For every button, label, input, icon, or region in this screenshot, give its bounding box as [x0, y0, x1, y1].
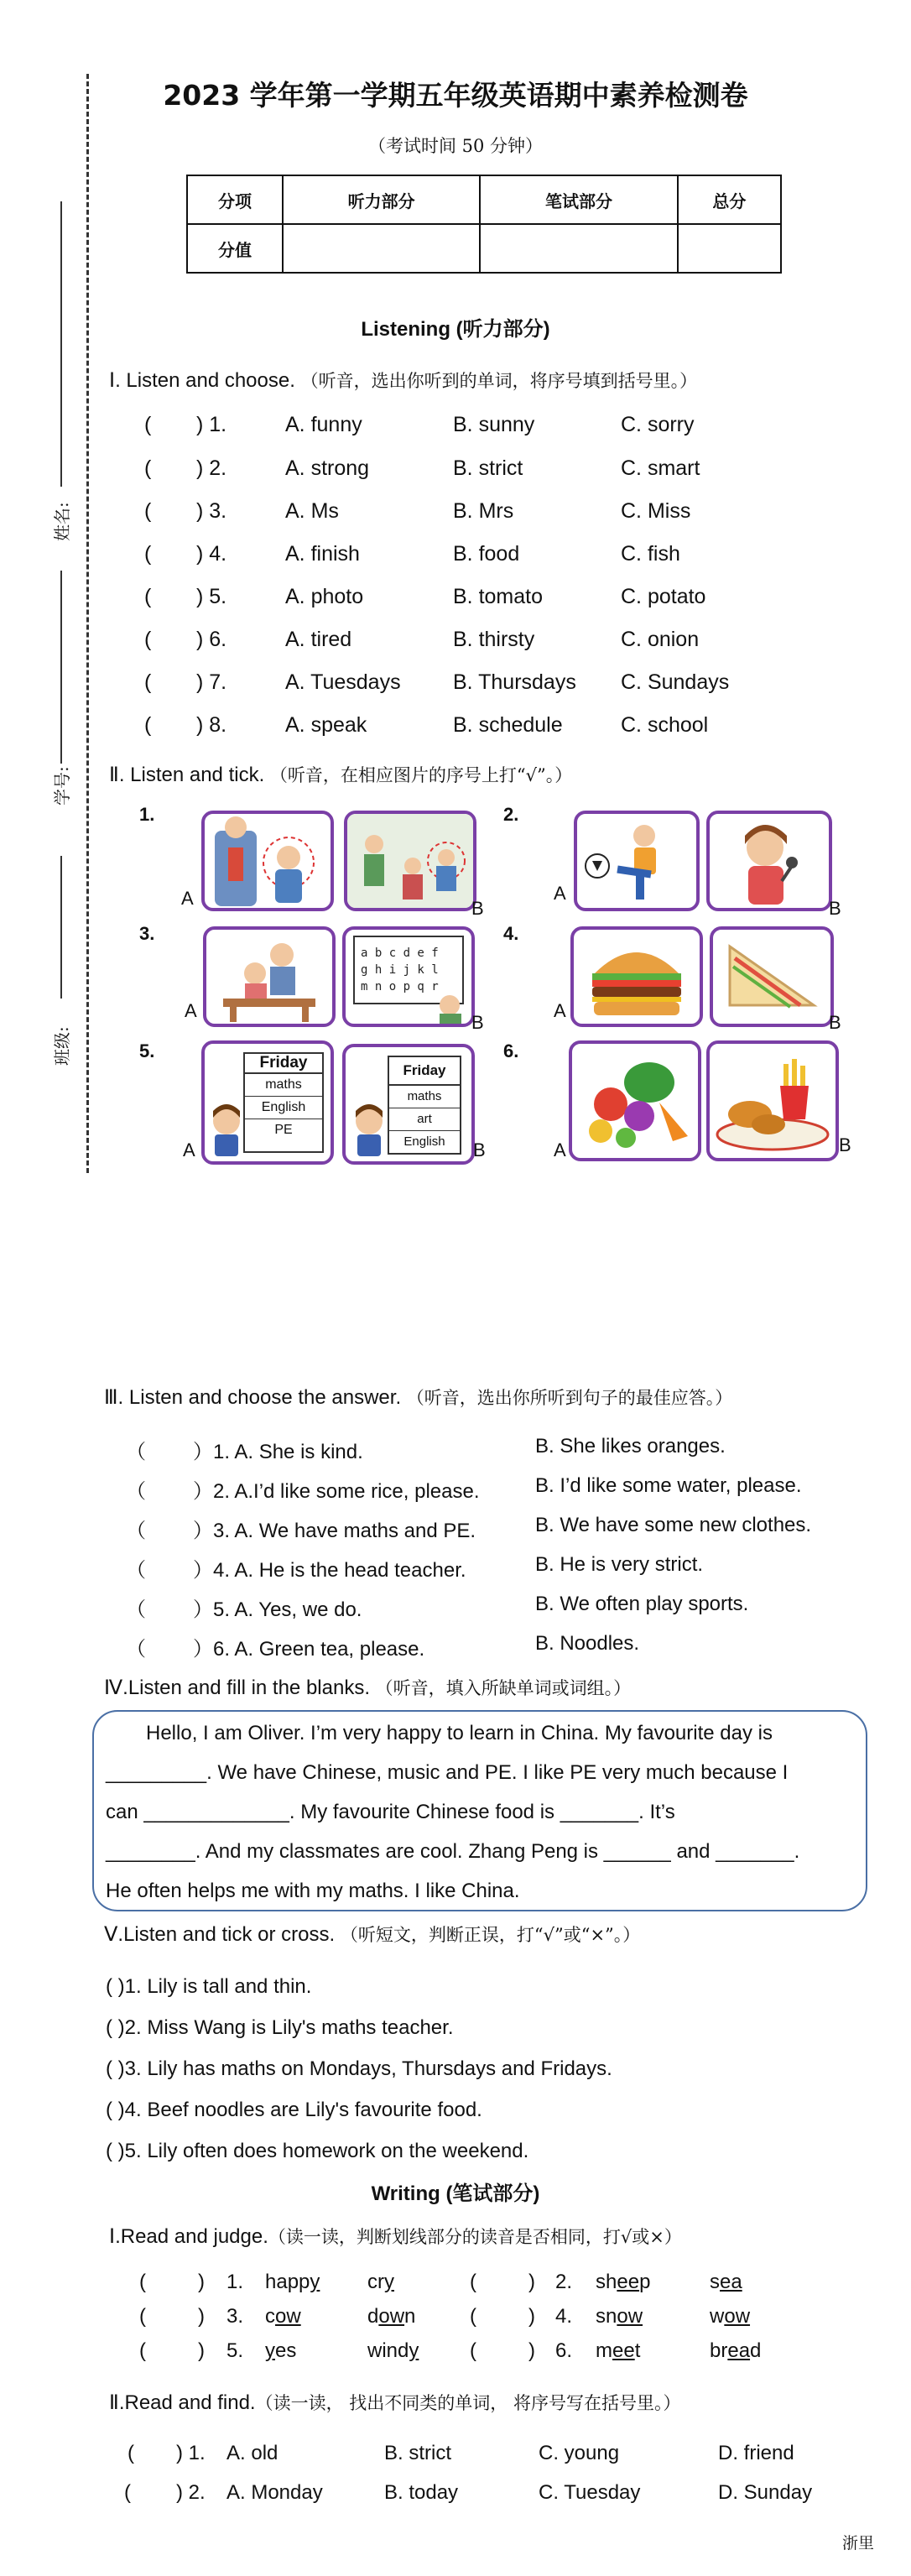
id-label: 学号: [52, 766, 72, 806]
answer-paren[interactable]: ( [139, 2305, 146, 2328]
answer-paren[interactable]: ( [470, 2305, 476, 2328]
listening-heading: Listening (听力部分) [361, 318, 550, 341]
q3-number: 3. [139, 923, 155, 944]
schedule-day: Friday [245, 1054, 322, 1074]
fries-chicken-image [710, 1044, 836, 1158]
schedule-subject: maths [245, 1074, 322, 1097]
boy-football-image [577, 814, 696, 908]
boy-icon [206, 1103, 248, 1158]
passage-line[interactable]: can _____________. My favourite Chinese food is _______. It’s [106, 1801, 675, 1823]
answer-paren[interactable]: ( [144, 499, 152, 523]
sec2-title: Ⅱ. Listen and tick. （听音，在相应图片的序号上打“√”。） [109, 764, 573, 786]
q4-label-b[interactable]: B [829, 1012, 841, 1033]
answer-paren[interactable]: ( [139, 2271, 146, 2293]
svg-text:m n o p q r: m n o p q r [361, 980, 439, 993]
score-table [186, 175, 782, 274]
judge-item[interactable]: ( )5. Lily often does homework on the weekend. [106, 2140, 529, 2162]
q4-label-a[interactable]: A [554, 1000, 566, 1021]
passage-line: He often helps me with my maths. I like China. [106, 1880, 520, 1902]
class-write-line [60, 856, 62, 999]
q5-picture-a[interactable] [201, 1040, 334, 1165]
answer-paren[interactable]: （ [126, 1638, 146, 1661]
id-write-line [60, 571, 62, 764]
name-write-line [60, 201, 62, 487]
sec1-title: Ⅰ. Listen and choose. （听音，选出你听到的单词，将序号填到括号里。） [109, 369, 698, 392]
schedule-subject: maths [389, 1086, 460, 1108]
q6-label-a[interactable]: A [554, 1139, 566, 1160]
schedule-card-a [243, 1052, 324, 1153]
teacher-student-image [205, 814, 331, 908]
answer-paren[interactable]: （ [126, 1520, 146, 1542]
footer-watermark: 浙里 [841, 2534, 874, 2553]
svg-text:g h i j k l: g h i j k l [361, 963, 439, 977]
answer-paren[interactable]: ( [139, 2339, 146, 2362]
q5-label-a[interactable]: A [183, 1139, 195, 1160]
q4-number: 4. [503, 923, 519, 944]
answer-paren[interactable]: ( [470, 2339, 476, 2362]
svg-text:a b c d e f: a b c d e f [361, 946, 439, 960]
q2-label-a[interactable]: A [554, 883, 566, 904]
answer-paren[interactable]: ( [144, 542, 152, 566]
q3-label-a[interactable]: A [185, 1000, 197, 1021]
q3-picture-b[interactable] [342, 926, 475, 1027]
passage-line[interactable]: ________. And my classmates are cool. Zhang Peng is ______ and _______. [106, 1840, 800, 1863]
q4-picture-a[interactable] [570, 926, 703, 1027]
q2-picture-b[interactable] [706, 811, 832, 911]
judge-item[interactable]: ( )4. Beef noodles are Lily's favourite food. [106, 2099, 482, 2121]
q4-picture-b[interactable] [710, 926, 834, 1027]
q6-picture-a[interactable] [569, 1040, 701, 1161]
schedule-subject: English [245, 1097, 322, 1119]
judge-item[interactable]: ( )3. Lily has maths on Mondays, Thursdays and Fridays. [106, 2057, 612, 2080]
schedule-card-b [388, 1056, 461, 1155]
q3-picture-a[interactable] [203, 926, 336, 1027]
passage-line[interactable]: _________. We have Chinese, music and PE. I like PE very much because I [106, 1761, 789, 1784]
q1-label-b[interactable]: B [471, 898, 484, 919]
score-header-writing: 笔试部分 [480, 175, 677, 224]
q6-number: 6. [503, 1040, 519, 1061]
alphabet-board-image [346, 930, 471, 1024]
binding-dashed-line [86, 74, 89, 1173]
hamburger-image [574, 930, 700, 1024]
schedule-subject: PE [274, 1123, 293, 1137]
q5-picture-b[interactable] [342, 1044, 475, 1165]
answer-paren[interactable]: ( [144, 628, 152, 651]
score-header-total: 总分 [678, 175, 781, 224]
score-cell-listening[interactable] [283, 224, 480, 273]
answer-paren[interactable]: （ [126, 1598, 146, 1621]
sec3-title: Ⅲ. Listen and choose the answer. （听音，选出你所听到句子的最佳应答。） [104, 1386, 733, 1409]
schedule-subject: art [389, 1108, 460, 1131]
q1-number: 1. [139, 804, 155, 825]
boy-icon [349, 1103, 391, 1158]
sec5-title: Ⅴ.Listen and tick or cross. （听短文，判断正误，打“√”或“×”。） [104, 1923, 641, 1946]
q1-label-a[interactable]: A [181, 888, 194, 909]
score-header-item: 分项 [187, 175, 283, 224]
answer-paren[interactable]: ( [470, 2271, 476, 2293]
schedule-day: Friday [389, 1057, 460, 1086]
class-label: 班级: [52, 1026, 72, 1066]
score-row-label: 分值 [187, 224, 283, 273]
q2-number: 2. [503, 804, 519, 825]
score-cell-total[interactable] [678, 224, 781, 273]
answer-paren[interactable]: （ [126, 1480, 146, 1503]
schedule-subject: English [403, 1134, 445, 1149]
q2-picture-a[interactable] [574, 811, 700, 911]
answer-paren[interactable]: ( [144, 585, 152, 608]
q1-picture-b[interactable] [344, 811, 476, 911]
answer-paren[interactable]: （ [126, 1559, 146, 1582]
q5-number: 5. [139, 1040, 155, 1061]
homework-image [206, 930, 332, 1024]
score-cell-writing[interactable] [480, 224, 677, 273]
w1-title: Ⅰ.Read and judge.（读一读，判断划线部分的读音是否相同，打√或×） [109, 2225, 682, 2248]
classroom-image [347, 814, 473, 908]
name-label: 姓名: [52, 502, 72, 541]
q6-picture-b[interactable] [706, 1040, 839, 1161]
q6-label-b[interactable]: B [839, 1134, 851, 1155]
page-title: 2023 学年第一学期五年级英语期中素养检测卷 [163, 79, 748, 112]
answer-paren[interactable]: ( [144, 456, 152, 480]
passage-line[interactable]: Hello, I am Oliver. I’m very happy to learn in China. My favourite day is [146, 1722, 773, 1744]
answer-paren[interactable]: ( [128, 2442, 134, 2464]
answer-paren[interactable]: ( [144, 713, 152, 737]
sec4-title: Ⅳ.Listen and fill in the blanks. （听音，填入所缺单词或词组。） [104, 1676, 632, 1699]
answer-paren[interactable]: （ [126, 1441, 146, 1463]
girl-singing-image [710, 814, 829, 908]
sandwich-image [713, 930, 830, 1024]
vegetables-image [572, 1044, 698, 1158]
exam-time: （考试时间 50 分钟） [367, 136, 544, 156]
score-header-listening: 听力部分 [283, 175, 480, 224]
q2-label-b[interactable]: B [829, 898, 841, 919]
writing-heading: Writing (笔试部分) [371, 2182, 540, 2205]
judge-item[interactable]: ( )1. Lily is tall and thin. [106, 1975, 312, 1998]
judge-item[interactable]: ( )2. Miss Wang is Lily's maths teacher. [106, 2016, 454, 2039]
answer-paren[interactable]: ( [124, 2481, 131, 2504]
answer-paren[interactable]: ( [144, 670, 152, 694]
answer-paren[interactable]: ( [144, 413, 152, 436]
q1-picture-a[interactable] [201, 811, 334, 911]
w2-title: Ⅱ.Read and find.（读一读， 找出不同类的单词， 将序号写在括号里。） [109, 2391, 681, 2414]
q3-label-b[interactable]: B [471, 1012, 484, 1033]
q5-label-b[interactable]: B [473, 1139, 486, 1160]
